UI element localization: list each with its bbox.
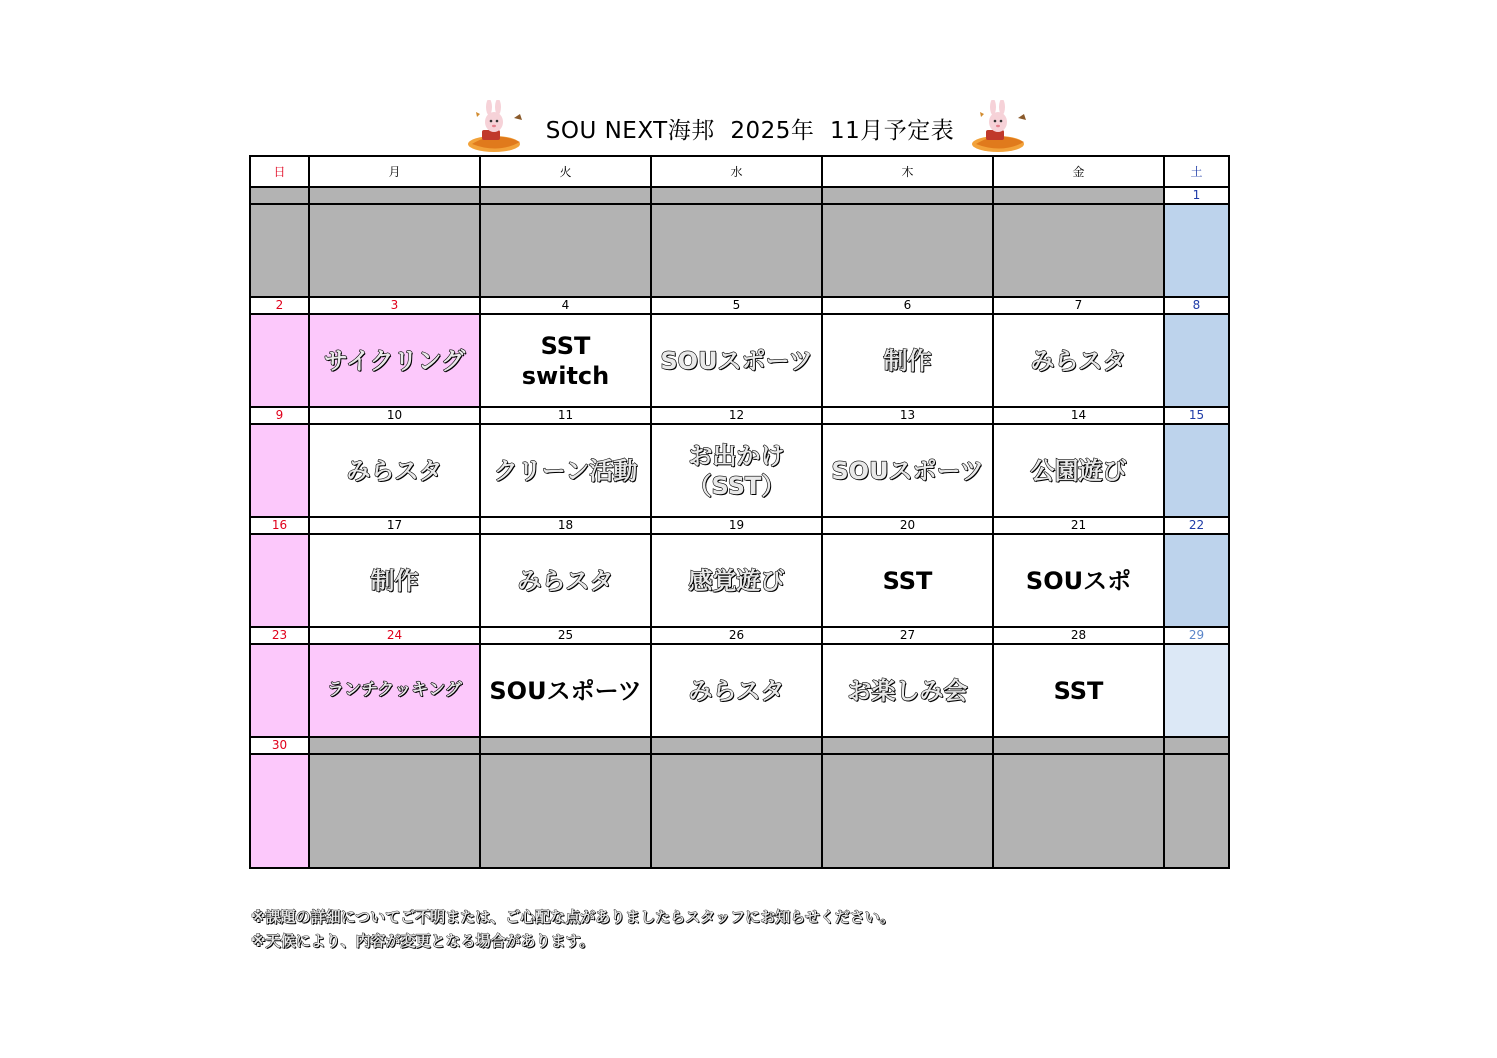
date-cell: 12	[651, 407, 822, 424]
date-cell: 7	[993, 297, 1164, 314]
event-cell	[250, 424, 309, 517]
weekday-thu: 木	[822, 156, 993, 187]
date-row	[250, 627, 1229, 644]
title-bar	[440, 100, 1060, 156]
date-cell: 9	[250, 407, 309, 424]
calendar-table	[249, 155, 1230, 869]
date-cell: 23	[250, 627, 309, 644]
date-cell: 3	[309, 297, 480, 314]
event-cell: お出かけ （SST）	[651, 424, 822, 517]
event-cell: ランチクッキング	[309, 644, 480, 737]
event-cell: SOUスポ	[993, 534, 1164, 627]
event-cell: SOUスポーツ	[651, 314, 822, 407]
event-cell	[1164, 424, 1229, 517]
date-cell	[822, 737, 993, 754]
event-cell	[993, 754, 1164, 868]
date-cell: 8	[1164, 297, 1229, 314]
event-row	[250, 424, 1229, 517]
date-cell: 18	[480, 517, 651, 534]
date-cell: 25	[480, 627, 651, 644]
date-row	[250, 187, 1229, 204]
event-row	[250, 644, 1229, 737]
event-row	[250, 314, 1229, 407]
date-cell: 13	[822, 407, 993, 424]
event-cell	[250, 314, 309, 407]
date-row	[250, 737, 1229, 754]
event-cell	[250, 534, 309, 627]
event-cell	[480, 204, 651, 297]
note-line: ※天候により、内容が変更となる場合があります。	[251, 932, 595, 950]
event-cell: SST switch	[480, 314, 651, 407]
weekday-sun: 日	[250, 156, 309, 187]
event-cell: サイクリング	[309, 314, 480, 407]
weekday-wed: 水	[651, 156, 822, 187]
date-cell: 16	[250, 517, 309, 534]
date-cell: 30	[250, 737, 309, 754]
event-row	[250, 204, 1229, 297]
event-cell	[309, 754, 480, 868]
weekday-fri: 金	[993, 156, 1164, 187]
event-cell: クリーン活動	[480, 424, 651, 517]
date-cell: 20	[822, 517, 993, 534]
event-cell: 感覚遊び	[651, 534, 822, 627]
date-cell	[1164, 737, 1229, 754]
event-cell	[1164, 534, 1229, 627]
event-cell: みらスタ	[480, 534, 651, 627]
date-cell: 15	[1164, 407, 1229, 424]
date-cell: 6	[822, 297, 993, 314]
event-cell	[1164, 754, 1229, 868]
event-cell: みらスタ	[993, 314, 1164, 407]
event-cell: 公園遊び	[993, 424, 1164, 517]
date-cell: 5	[651, 297, 822, 314]
event-cell: 制作	[309, 534, 480, 627]
date-row	[250, 297, 1229, 314]
date-cell: 14	[993, 407, 1164, 424]
date-cell	[993, 737, 1164, 754]
event-cell: お楽しみ会	[822, 644, 993, 737]
date-cell: 27	[822, 627, 993, 644]
date-cell	[651, 737, 822, 754]
date-cell	[480, 187, 651, 204]
date-cell	[993, 187, 1164, 204]
date-cell: 26	[651, 627, 822, 644]
date-row	[250, 407, 1229, 424]
event-cell	[250, 204, 309, 297]
date-cell: 22	[1164, 517, 1229, 534]
date-cell: 28	[993, 627, 1164, 644]
event-cell	[822, 204, 993, 297]
weekday-header-row	[250, 156, 1229, 187]
date-cell: 4	[480, 297, 651, 314]
event-cell: SST	[822, 534, 993, 627]
date-cell: 29	[1164, 627, 1229, 644]
date-cell	[309, 187, 480, 204]
event-cell: SOUスポーツ	[480, 644, 651, 737]
event-cell: 制作	[822, 314, 993, 407]
notes	[251, 905, 895, 953]
event-cell: SOUスポーツ	[822, 424, 993, 517]
date-cell	[309, 737, 480, 754]
date-cell: 17	[309, 517, 480, 534]
rabbit-autumn-leaf-icon	[968, 100, 1036, 156]
date-cell: 19	[651, 517, 822, 534]
date-cell	[480, 737, 651, 754]
event-cell: SST	[993, 644, 1164, 737]
event-row	[250, 534, 1229, 627]
event-cell	[1164, 204, 1229, 297]
event-row	[250, 754, 1229, 868]
note-line: ※課題の詳細についてご不明または、ご心配な点がありましたらスタッフにお知らせください。	[251, 908, 895, 926]
date-cell: 10	[309, 407, 480, 424]
event-cell	[250, 754, 309, 868]
weekday-tue: 火	[480, 156, 651, 187]
event-cell: みらスタ	[651, 644, 822, 737]
event-cell	[651, 754, 822, 868]
date-row	[250, 517, 1229, 534]
event-cell: みらスタ	[309, 424, 480, 517]
page-title: SOU NEXT海邦 2025年 11月予定表	[545, 117, 955, 144]
date-cell: 24	[309, 627, 480, 644]
date-cell: 21	[993, 517, 1164, 534]
event-cell	[1164, 644, 1229, 737]
date-cell: 11	[480, 407, 651, 424]
event-cell	[651, 204, 822, 297]
date-cell: 1	[1164, 187, 1229, 204]
event-cell	[250, 644, 309, 737]
weekday-sat: 土	[1164, 156, 1229, 187]
date-cell	[822, 187, 993, 204]
event-cell	[993, 204, 1164, 297]
date-cell	[651, 187, 822, 204]
event-cell	[822, 754, 993, 868]
date-cell	[250, 187, 309, 204]
date-cell: 2	[250, 297, 309, 314]
event-cell	[480, 754, 651, 868]
weekday-mon: 月	[309, 156, 480, 187]
event-cell	[309, 204, 480, 297]
rabbit-autumn-leaf-icon	[464, 100, 532, 156]
event-cell	[1164, 314, 1229, 407]
